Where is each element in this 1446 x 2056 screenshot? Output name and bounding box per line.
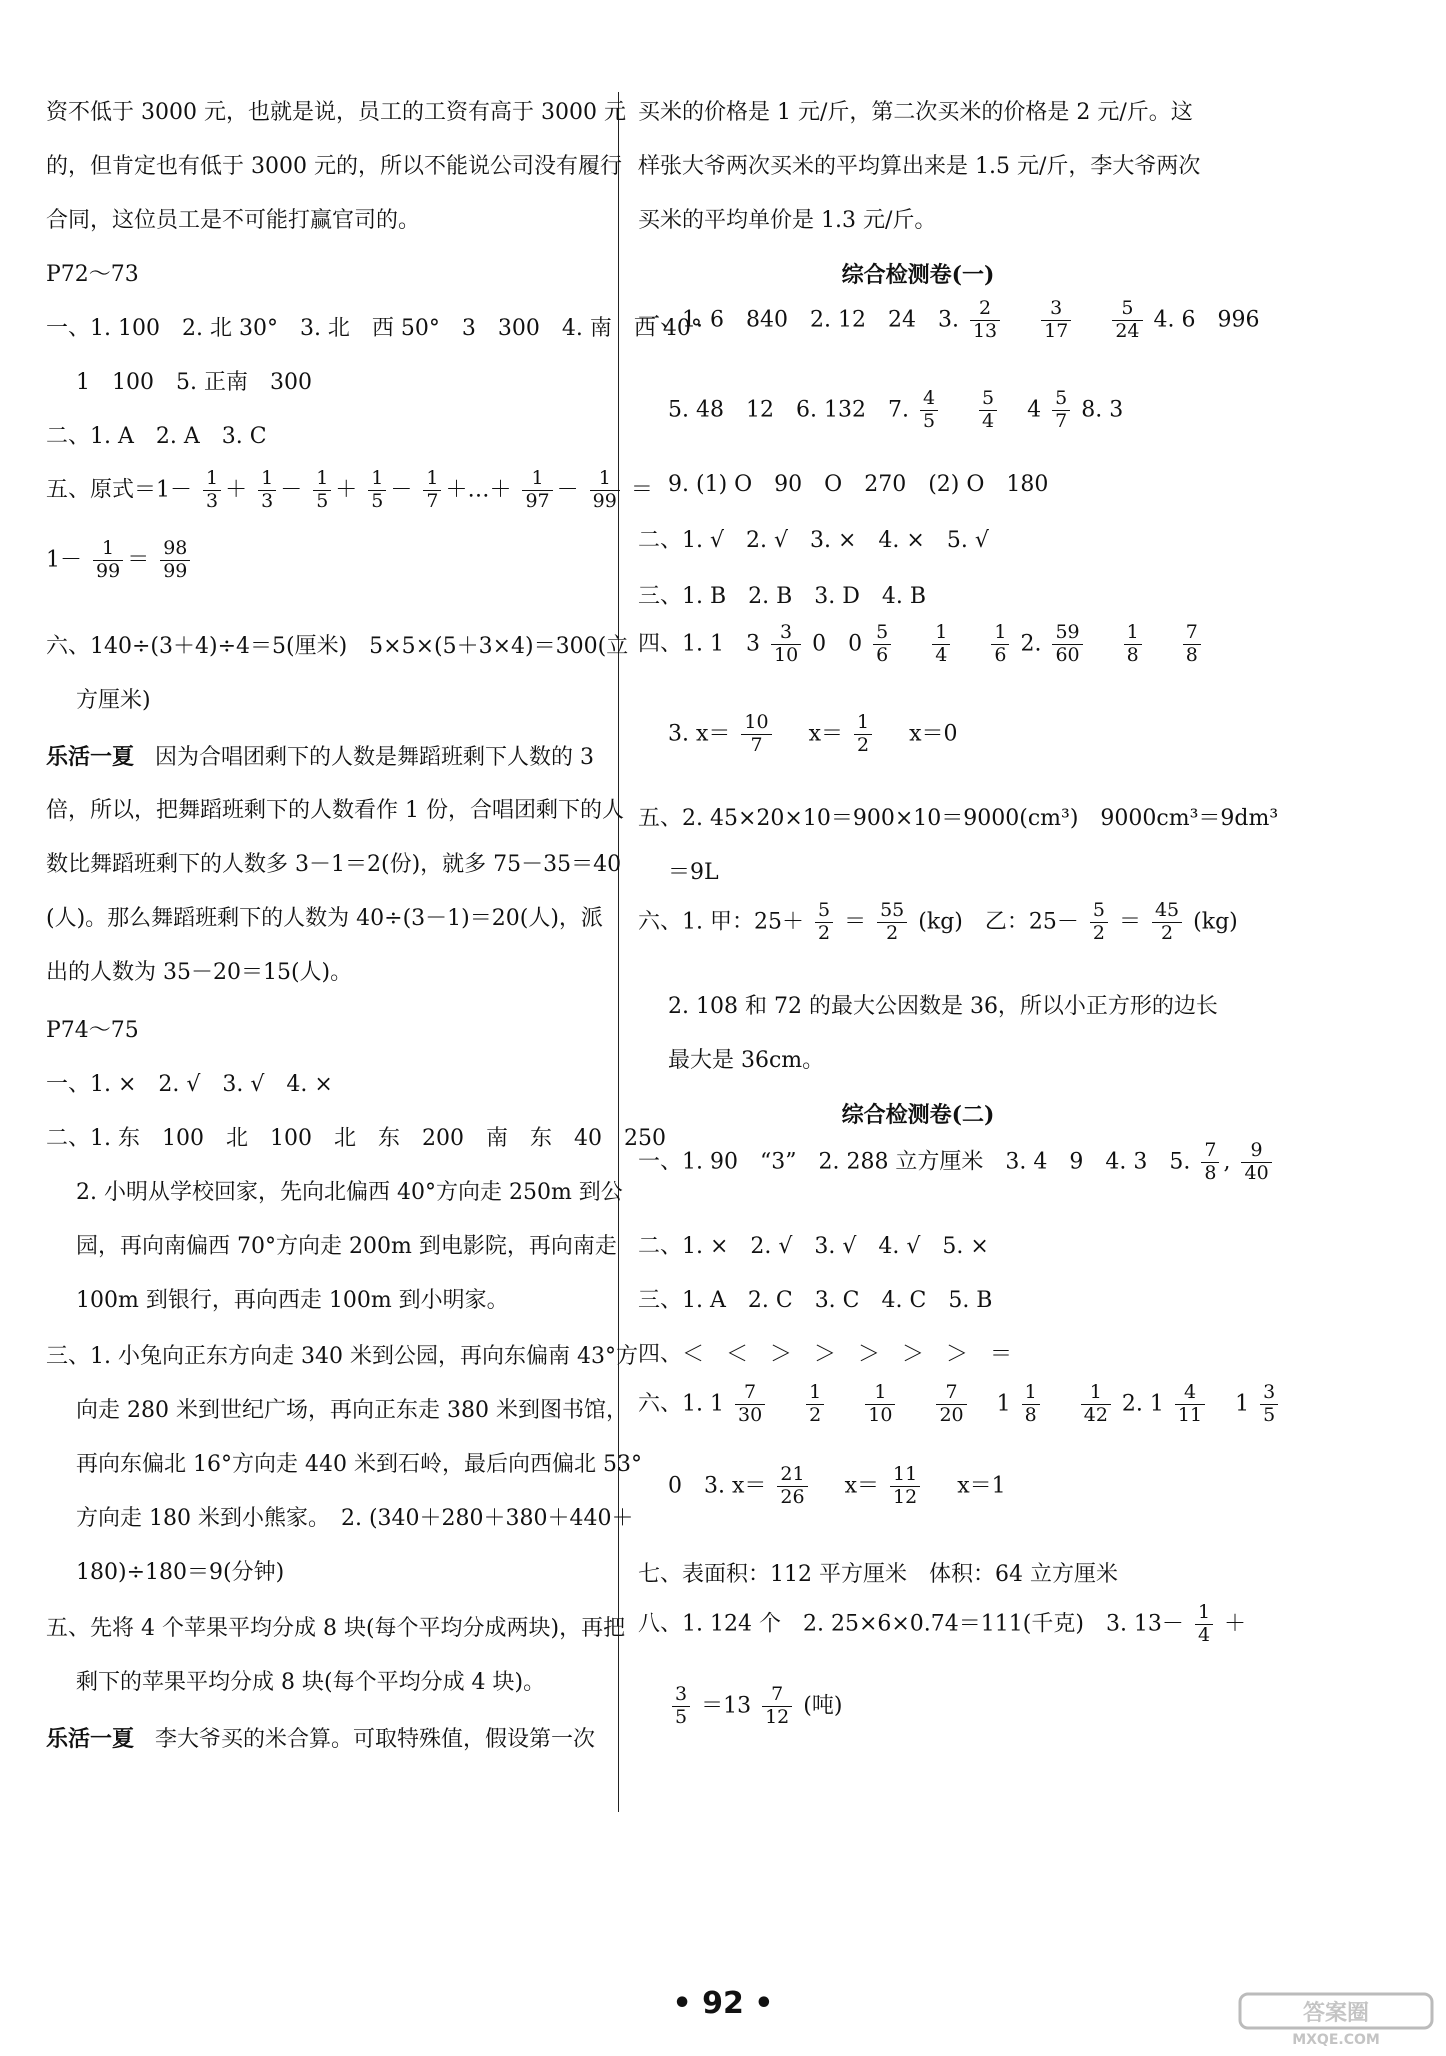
- text-line: 数比舞蹈班剩下的人数多 3－1＝2(份)，就多 75－35＝40: [46, 852, 622, 877]
- page-number: • 92 •: [672, 1986, 774, 2021]
- formula-text: 3. x＝: [668, 721, 731, 747]
- fraction: $\frac{59}{60}$: [1052, 622, 1082, 667]
- fraction: $\frac{7}{12}$: [762, 1684, 792, 1729]
- fraction: $\frac{5}{2}$: [815, 900, 833, 945]
- fraction: $\frac{1}{3}$: [258, 468, 276, 513]
- formula-text: 2. 1: [1121, 1391, 1164, 1417]
- formula-line: 1－ $\frac{1}{99}$ ＝ $\frac{98}{99}$: [46, 538, 194, 583]
- fraction: $\frac{5}{24}$: [1112, 298, 1142, 343]
- section-label: 乐活一夏: [46, 744, 135, 770]
- answer-line: 二、1. √ 2. √ 3. × 4. × 5. √: [638, 528, 989, 553]
- formula-text: ＋: [1224, 1611, 1247, 1637]
- fraction: $\frac{4}{5}$: [920, 388, 938, 433]
- fraction: $\frac{1}{8}$: [1022, 1382, 1040, 1427]
- formula-text: 2.: [1020, 631, 1042, 657]
- answer-line: 园，再向南偏西 70°方向走 200m 到电影院，再向南走: [76, 1234, 617, 1259]
- fraction: $\frac{5}{4}$: [979, 388, 997, 433]
- fraction: $\frac{1}{7}$: [423, 468, 441, 513]
- fraction: $\frac{7}{20}$: [936, 1382, 966, 1427]
- fraction: $\frac{1}{3}$: [203, 468, 221, 513]
- text-line: 样张大爷两次买米的平均算出来是 1.5 元/斤，李大爷两次: [638, 154, 1201, 179]
- fraction: $\frac{55}{2}$: [877, 900, 907, 945]
- formula-text: 六、1. 甲：25＋: [638, 909, 804, 935]
- answer-line: 方向走 180 米到小熊家。 2. (340＋280＋380＋440＋: [76, 1506, 634, 1531]
- answer-line: 9. (1) O 90 O 270 (2) O 180: [668, 472, 1049, 497]
- answer-line: 向走 280 米到世纪广场，再向正东走 380 米到图书馆，: [76, 1398, 628, 1423]
- formula-line: [638, 622, 1205, 667]
- section-label: 乐活一夏: [46, 1726, 135, 1752]
- formula-text: 五、原式＝1－: [46, 477, 192, 503]
- formula-text: 0 0: [812, 631, 863, 657]
- fraction: $\frac{45}{2}$: [1152, 900, 1182, 945]
- fraction: $\frac{1}{97}$: [522, 468, 552, 513]
- answer-line: ＝9L: [668, 860, 719, 885]
- formula-text: ＝13: [701, 1693, 752, 1719]
- formula-line: 六、1. 1 $\frac{7}{30}$ $\frac{1}{2}$ $\frac{1}{10}$ $\frac{7}{20}$ 1 $\frac{1}{8}$ $\frac{1}{42}$ 2. 1 $\frac{4}{11}$ 1 $\frac{3}{5}$: [638, 1382, 1282, 1427]
- text-line: 倍，所以，把舞蹈班剩下的人数看作 1 份，合唱团剩下的人: [46, 798, 624, 823]
- answer-line: 六、140÷(3＋4)÷4＝5(厘米) 5×5×(5＋3×4)＝300(立: [46, 634, 629, 659]
- answer-line: 一、1. × 2. √ 3. √ 4. ×: [46, 1072, 333, 1097]
- formula-text: ＝: [1118, 909, 1141, 935]
- answer-line: 三、1. A 2. C 3. C 4. C 5. B: [638, 1288, 993, 1313]
- answer-line: 四、＜ ＜ ＞ ＞ ＞ ＞ ＞ ＝: [638, 1342, 1013, 1367]
- formula-text: 一、1. 6 840 2. 12 24 3.: [638, 307, 959, 333]
- text-span: 李大爷买的米合算。可取特殊值，假设第一次: [155, 1727, 596, 1752]
- formula-line: 一、1. 90 “3” 2. 288 立方厘米 3. 4 9 4. 3 5. $\frac{7}{8}$ , $\frac{9}{40}$: [638, 1140, 1276, 1185]
- fraction: $\frac{1}{42}$: [1081, 1382, 1111, 1427]
- formula-text: x＝: [844, 1473, 879, 1499]
- answer-line: 剩下的苹果平均分成 8 块(每个平均分成 4 块)。: [76, 1670, 546, 1695]
- formula-text: (kg): [1193, 909, 1238, 935]
- fraction: $\frac{4}{11}$: [1175, 1382, 1205, 1427]
- fraction: $\frac{1}{10}$: [865, 1382, 895, 1427]
- formula-text: 六、1. 1: [638, 1391, 724, 1417]
- answer-line: 2. 108 和 72 的最大公因数是 36，所以小正方形的边长: [668, 994, 1218, 1019]
- answer-line: 二、1. A 2. A 3. C: [46, 424, 267, 449]
- fraction: $\frac{21}{26}$: [777, 1464, 807, 1509]
- answer-line: 180)÷180＝9(分钟): [76, 1560, 285, 1585]
- answer-line: 二、1. 东 100 北 100 北 东 200 南 东 40 250: [46, 1126, 666, 1151]
- formula-text: 0 3. x＝: [668, 1473, 767, 1499]
- answer-line: 再向东偏北 16°方向走 440 米到石岭，最后向西偏北 53°: [76, 1452, 642, 1477]
- fraction: $\frac{1}{8}$: [1124, 622, 1142, 667]
- fraction: $\frac{10}{7}$: [741, 712, 771, 757]
- fraction: $\frac{1}{4}$: [932, 622, 950, 667]
- formula-text: ＝: [844, 909, 867, 935]
- fraction: $\frac{1}{5}$: [368, 468, 386, 513]
- watermark-logo: [1236, 1990, 1436, 2048]
- section-heading: P74～75: [46, 1018, 139, 1043]
- formula-text: 1－: [46, 547, 82, 573]
- formula-text: 4. 6 996: [1153, 307, 1260, 333]
- fraction: $\frac{11}{12}$: [890, 1464, 920, 1509]
- answer-line: 三、1. B 2. B 3. D 4. B: [638, 584, 927, 609]
- formula-text: x＝: [808, 721, 844, 747]
- fraction: $\frac{7}{8}$: [1201, 1140, 1219, 1185]
- formula-text: (吨): [803, 1693, 843, 1719]
- answer-line: 方厘米): [76, 688, 151, 713]
- fraction: $\frac{5}{2}$: [1090, 900, 1108, 945]
- formula-line: [668, 1684, 842, 1729]
- formula-text: 四、1. 1 3: [638, 631, 760, 657]
- fraction: $\frac{1}{5}$: [313, 468, 331, 513]
- text-line: 资不低于 3000 元，也就是说，员工的工资有高于 3000 元: [46, 100, 626, 125]
- fraction: $\frac{1}{99}$: [590, 468, 620, 513]
- section-title: 综合检测卷(一): [841, 262, 995, 288]
- text-line: 合同，这位员工是不可能打赢官司的。: [46, 208, 421, 233]
- answer-line: 五、2. 45×20×10＝900×10＝9000(cm³) 9000cm³＝9dm³: [638, 806, 1279, 831]
- column-divider: [618, 92, 619, 1812]
- fraction: $\frac{9}{40}$: [1241, 1140, 1271, 1185]
- section-heading: P72～73: [46, 262, 139, 287]
- formula-line: [638, 298, 1259, 343]
- fraction: $\frac{1}{4}$: [1195, 1602, 1213, 1647]
- fraction: $\frac{3}{5}$: [672, 1684, 690, 1729]
- text-line: [46, 1728, 595, 1751]
- fraction: $\frac{3}{5}$: [1260, 1382, 1278, 1427]
- formula-line: 5. 48 12 6. 132 7. $\frac{4}{5}$ $\frac{5}{4}$ 4 $\frac{5}{7}$ 8. 3: [668, 387, 1124, 432]
- formula-text: 8. 3: [1081, 397, 1124, 423]
- answer-line: 七、表面积：112 平方厘米 体积：64 立方厘米: [638, 1562, 1118, 1587]
- formula-line: 五、原式＝1－ $\frac{1}{3}$ ＋ $\frac{1}{3}$ － $\frac{1}{5}$ ＋ $\frac{1}{5}$ － $\frac{1}{7}$ ＋…＋ $\frac{1}{97}$ － $\frac{1}{99}$ ＝: [46, 467, 653, 512]
- fraction: $\frac{1}{2}$: [854, 712, 872, 757]
- answer-line: 100m 到银行，再向西走 100m 到小明家。: [76, 1288, 509, 1313]
- text-line: [46, 746, 594, 769]
- fraction: $\frac{7}{30}$: [735, 1382, 765, 1427]
- fraction: $\frac{2}{13}$: [970, 298, 1000, 343]
- formula-text: x＝0: [909, 721, 958, 747]
- answer-line: 一、1. 100 2. 北 30° 3. 北 西 50° 3 300 4. 南 西 40°: [46, 316, 702, 341]
- formula-line: [668, 1464, 1006, 1509]
- text-line: 的，但肯定也有低于 3000 元的，所以不能说公司没有履行: [46, 154, 622, 179]
- fraction: $\frac{1}{99}$: [93, 538, 123, 583]
- fraction: $\frac{3}{17}$: [1041, 298, 1071, 343]
- formula-text: 5. 48 12 6. 132 7.: [668, 397, 909, 423]
- text-line: 买米的平均单价是 1.3 元/斤。: [638, 208, 937, 233]
- section-title: 综合检测卷(二): [841, 1102, 995, 1128]
- answer-line: 二、1. × 2. √ 3. √ 4. √ 5. ×: [638, 1234, 989, 1259]
- fraction: $\frac{7}{8}$: [1183, 622, 1201, 667]
- formula-line: [638, 900, 1238, 945]
- formula-text: ＝: [630, 477, 653, 503]
- formula-text: 一、1. 90 “3” 2. 288 立方厘米 3. 4 9 4. 3 5.: [638, 1149, 1191, 1175]
- formula-text: (kg) 乙：25－: [918, 909, 1079, 935]
- formula-text: x＝1: [957, 1473, 1006, 1499]
- fraction: $\frac{3}{10}$: [771, 622, 801, 667]
- formula-line: [668, 712, 958, 757]
- text-line: 出的人数为 35－20＝15(人)。: [46, 960, 353, 985]
- fraction: $\frac{1}{2}$: [806, 1382, 824, 1427]
- answer-line: 2. 小明从学校回家，先向北偏西 40°方向走 250m 到公: [76, 1180, 623, 1205]
- answer-line: 1 100 5. 正南 300: [76, 370, 312, 395]
- answer-line: 三、1. 小兔向正东方向走 340 米到公园，再向东偏南 43°方: [46, 1344, 638, 1369]
- answer-line: 五、先将 4 个苹果平均分成 8 块(每个平均分成两块)，再把: [46, 1616, 626, 1641]
- answer-line: 最大是 36cm。: [668, 1048, 825, 1073]
- formula-line: [638, 1602, 1246, 1647]
- text-line: 买米的价格是 1 元/斤，第二次买米的价格是 2 元/斤。这: [638, 100, 1193, 125]
- fraction: $\frac{98}{99}$: [160, 538, 190, 583]
- fraction: $\frac{5}{7}$: [1052, 388, 1070, 433]
- fraction: $\frac{1}{6}$: [991, 622, 1009, 667]
- text-span: 因为合唱团剩下的人数是舞蹈班剩下人数的 3: [155, 745, 595, 770]
- svg-text:答案圈: 答案圈: [1302, 2001, 1370, 2026]
- text-line: (人)。那么舞蹈班剩下的人数为 40÷(3－1)＝20(人)，派: [46, 906, 603, 931]
- fraction: $\frac{5}{6}$: [873, 622, 891, 667]
- svg-text:MXQE.COM: MXQE.COM: [1292, 2032, 1380, 2048]
- formula-text: 八、1. 124 个 2. 25×6×0.74＝111(千克) 3. 13－: [638, 1611, 1184, 1637]
